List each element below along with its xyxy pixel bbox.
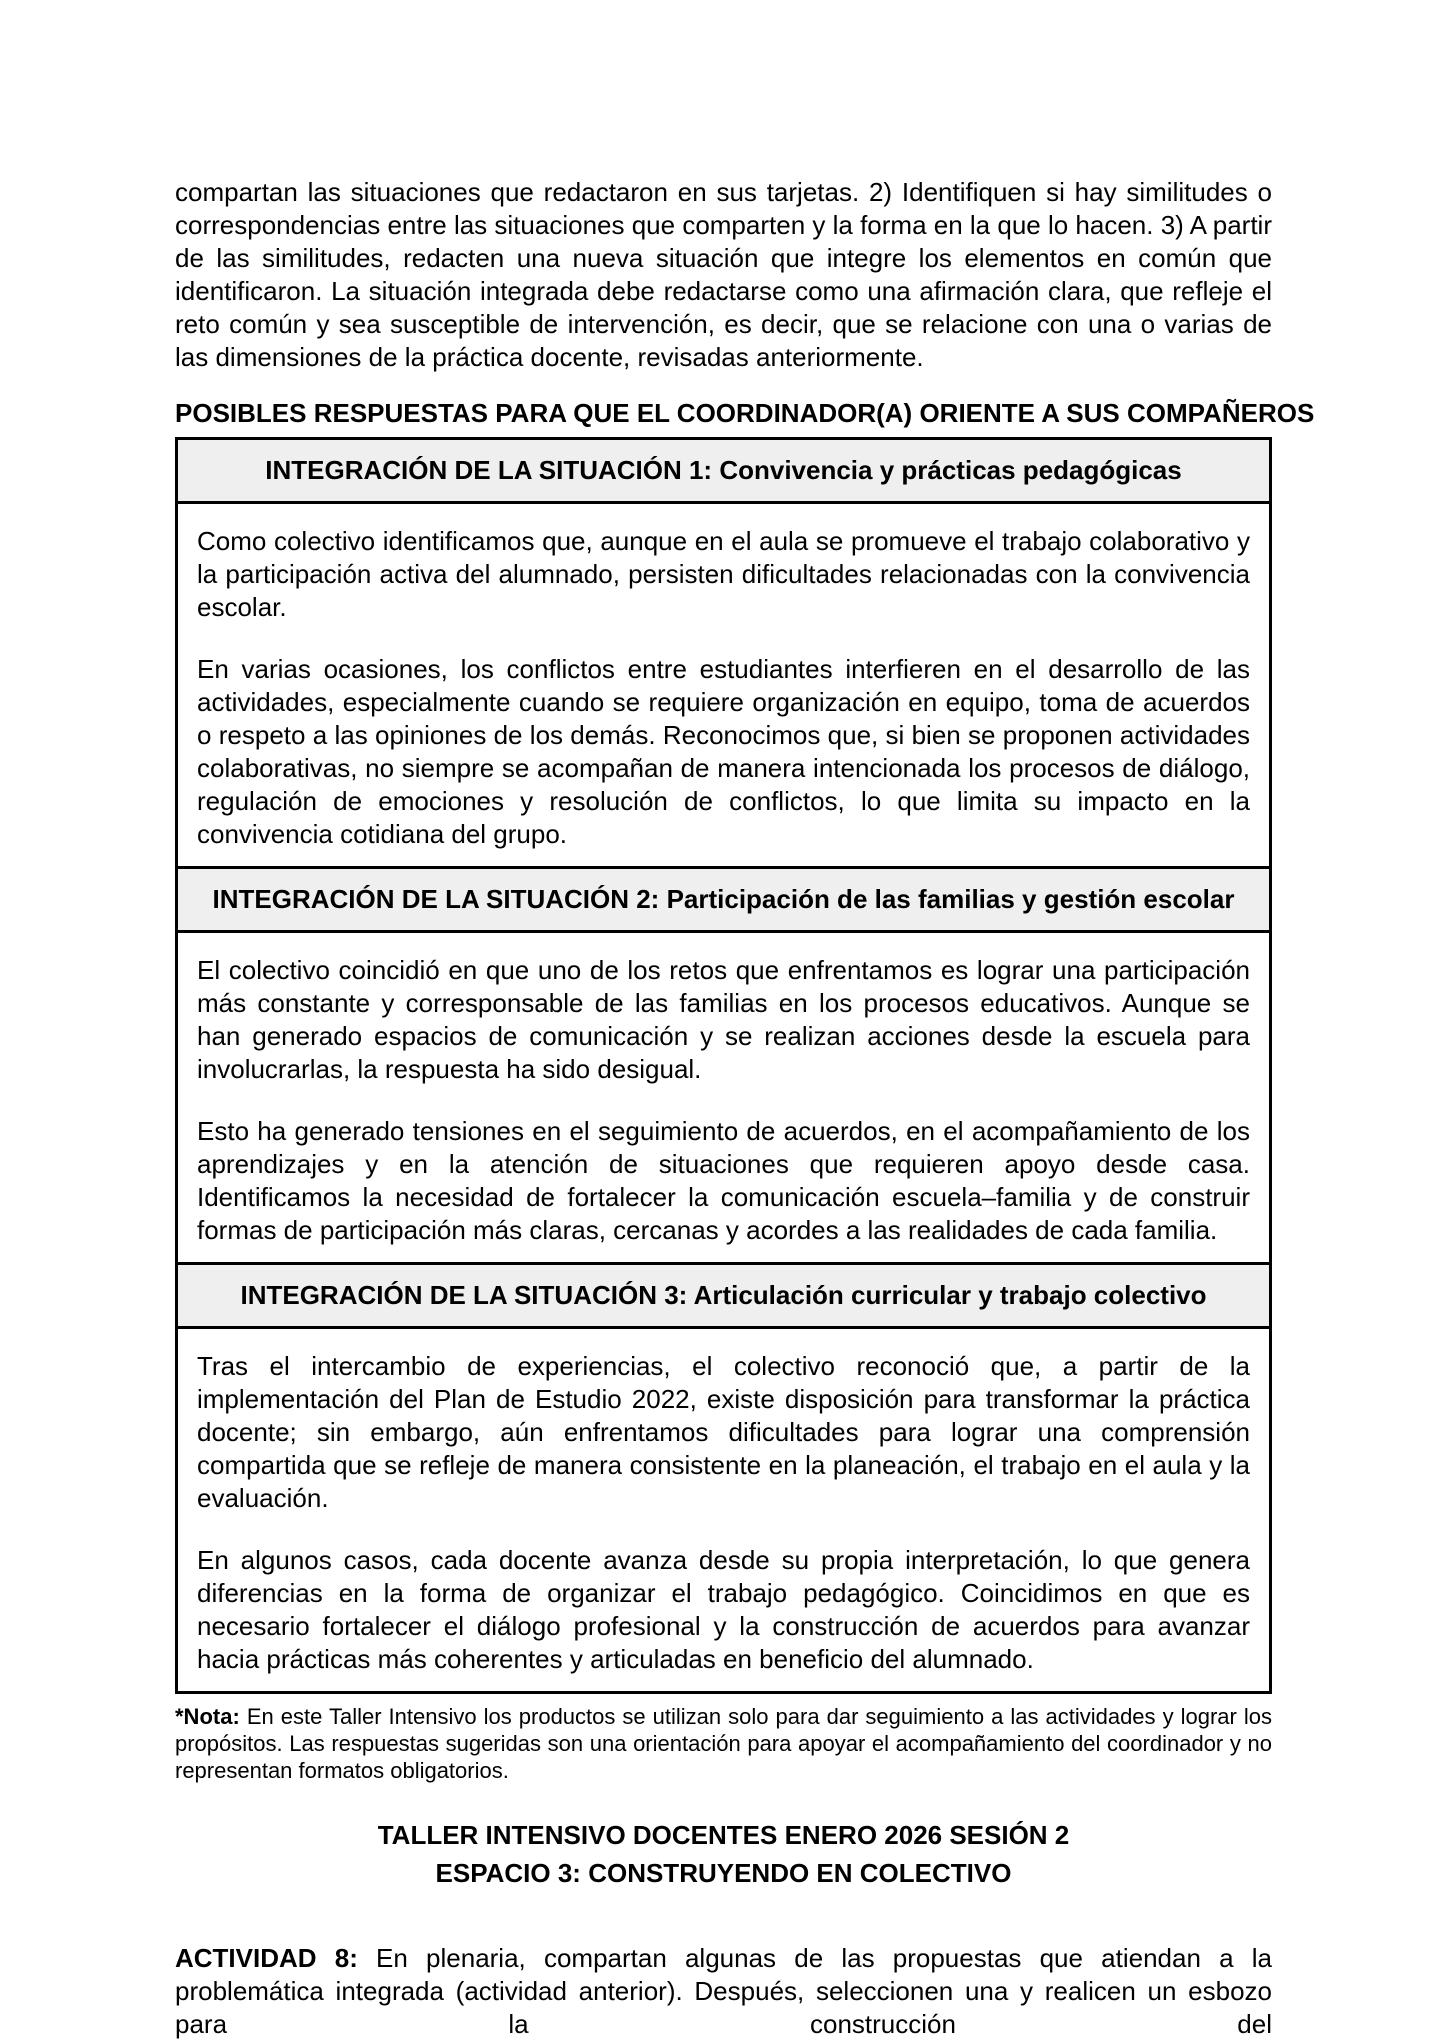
situation-3-paragraph-2: En algunos casos, cada docente avanza desde su propia interpretación, lo que genera diferencias en la forma de organizar el trabajo pedagógico. Coincidimos en que es necesario fortalecer el diálogo profesional y la construcción de acuerdos para avanzar hacia prácticas más coherentes y articuladas en beneficio del alumnado.: [197, 1545, 1250, 1674]
table-header-situation-3: INTEGRACIÓN DE LA SITUACIÓN 3: Articulación curricular y trabajo colectivo: [178, 1262, 1269, 1329]
note-label: *Nota:: [175, 1704, 240, 1729]
situation-1-paragraph-2: En varias ocasiones, los conflictos entre estudiantes interfieren en el desarrollo de las actividades, especialmente cuando se requiere organización en equipo, toma de acuerdos o respeto a las opiniones de los demás. Reconocimos que, si bien se proponen actividades colaborativas, no siempre se acompañan de manera intencionada los procesos de diálogo, regulación de emociones y resolución de conflictos, lo que limita su impacto en la convivencia cotidiana del grupo.: [197, 654, 1250, 849]
table-body-situation-2: [178, 933, 1269, 1262]
note-text: En este Taller Intensivo los productos se utilizan solo para dar seguimiento a las actividades y lograr los propósitos. Las respuestas sugeridas son una orientación para apoyar el acompañamiento del coordinador y no representan formatos obligatorios.: [175, 1704, 1272, 1783]
session-title-line-2: ESPACIO 3: CONSTRUYENDO EN COLECTIVO: [435, 1858, 1012, 1888]
possible-answers-heading: POSIBLES RESPUESTAS PARA QUE EL COORDINADOR(A) ORIENTE A SUS COMPAÑEROS: [175, 398, 1315, 428]
table-header-situation-1: INTEGRACIÓN DE LA SITUACIÓN 1: Convivencia y prácticas pedagógicas: [178, 440, 1269, 504]
situation-2-paragraph-1: El colectivo coincidió en que uno de los retos que enfrentamos es lograr una participación más constante y corresponsable de las familias en los procesos educativos. Aunque se han generado espacios de comunicación y se realizan acciones desde la escuela para involucrarlas, la respuesta ha sido desigual.: [197, 955, 1250, 1084]
table-body-situation-3: [178, 1329, 1269, 1691]
situation-3-paragraph-1: Tras el intercambio de experiencias, el colectivo reconoció que, a partir de la implementación del Plan de Estudio 2022, existe disposición para transformar la práctica docente; sin embargo, aún enfrentamos dificultades para lograr una comprensión compartida que se refleje de manera consistente en la planeación, el trabajo en el aula y la evaluación.: [197, 1351, 1250, 1513]
table-header-situation-2: INTEGRACIÓN DE LA SITUACIÓN 2: Participación de las familias y gestión escolar: [178, 866, 1269, 933]
intro-paragraph: compartan las situaciones que redactaron en sus tarjetas. 2) Identifiquen si hay similitudes o correspondencias entre las situaciones que comparten y la forma en la que lo hacen. 3) A partir de las similitudes, redacten una nueva situación que integre los elementos en común que identificaron. La situación integrada debe redactarse como una afirmación clara, que refleje el reto común y sea susceptible de intervención, es decir, que se relacione con una o varias de las dimensiones de la práctica docente, revisadas anteriormente.: [175, 177, 1272, 372]
note-paragraph: [175, 1703, 1272, 1784]
activity-label: ACTIVIDAD 8:: [175, 1943, 358, 1973]
situation-2-paragraph-2: Esto ha generado tensiones en el seguimiento de acuerdos, en el acompañamiento de los aprendizajes y en la atención de situaciones que requieren apoyo desde casa. Identificamos la necesidad de fortalecer la comunicación escuela–familia y de construir formas de participación más claras, cercanas y acordes a las realidades de cada familia.: [197, 1116, 1250, 1245]
situation-1-paragraph-1: Como colectivo identificamos que, aunque en el aula se promueve el trabajo colaborativo y la participación activa del alumnado, persisten dificultades relacionadas con la convivencia escolar.: [197, 526, 1250, 622]
activity-paragraph: [175, 1942, 1272, 2041]
session-title: [175, 1816, 1272, 1892]
integration-table: [175, 437, 1272, 1694]
activity-text: En plenaria, compartan algunas de las propuestas que atiendan a la problemática integrada (actividad anterior). Después, seleccionen una y realicen un esbozo para la construcción del: [175, 1943, 1272, 2039]
session-title-line-1: TALLER INTENSIVO DOCENTES ENERO 2026 SESIÓN 2: [377, 1820, 1070, 1850]
table-body-situation-1: [178, 504, 1269, 866]
